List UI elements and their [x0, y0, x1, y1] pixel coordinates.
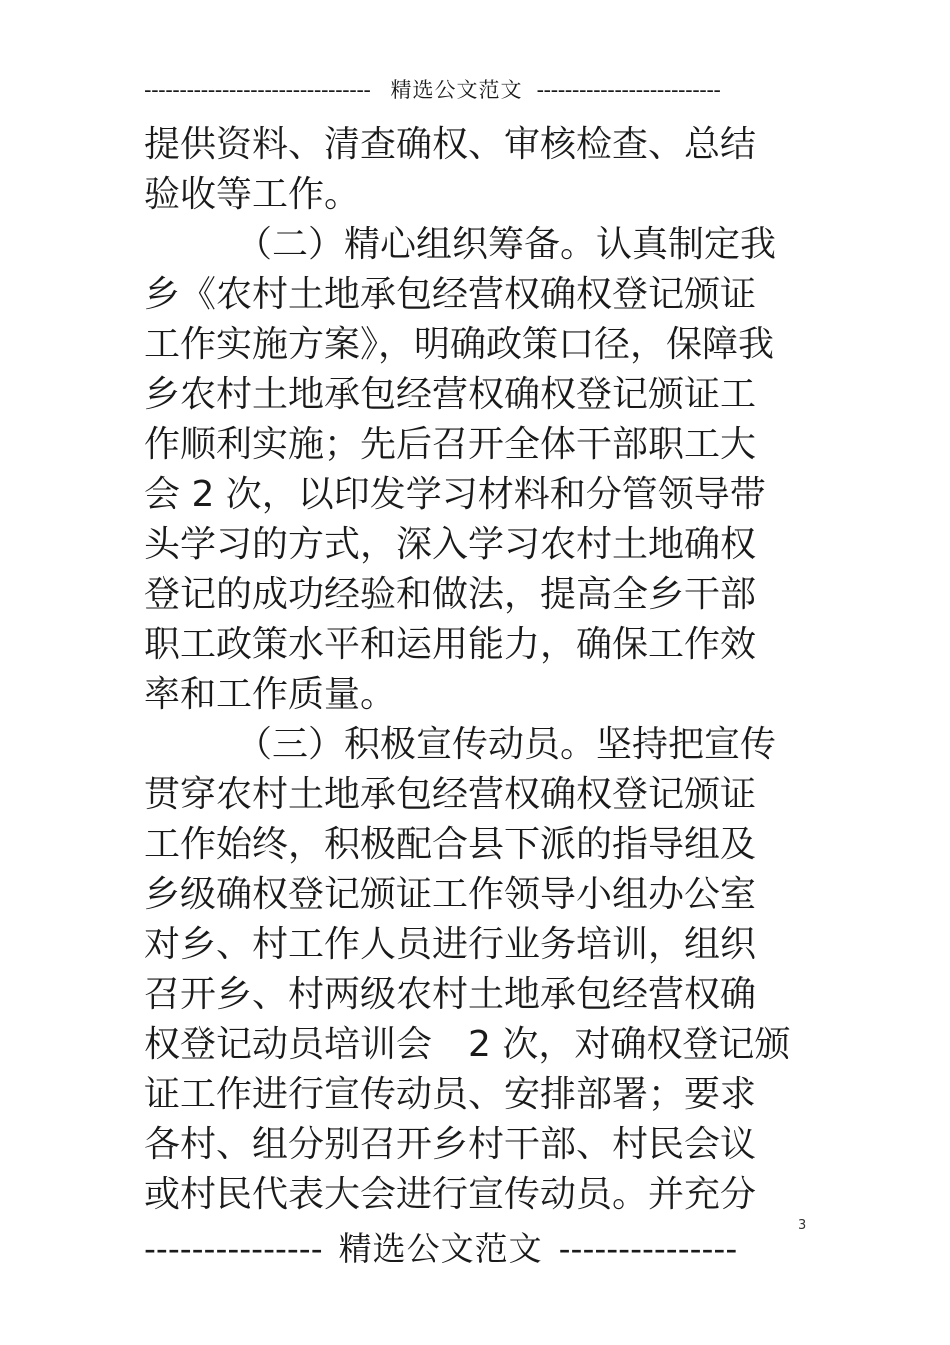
body-line: 权登记动员培训会 2 次，对确权登记颁 [144, 1024, 791, 1065]
body-line: 职工政策水平和运用能力，确保工作效 [144, 624, 757, 665]
page-header [144, 76, 784, 104]
body-line: 登记的成功经验和做法，提高全乡干部 [144, 574, 757, 615]
header-dashes-right: -------------------------- [536, 78, 721, 102]
body-line: 乡农村土地承包经营权确权登记颁证工 [144, 374, 757, 415]
page-number: 3 [798, 1218, 807, 1233]
body-line: 召开乡、村两级农村土地承包经营权确 [144, 974, 757, 1015]
body-line: 证工作进行宣传动员、安排部署；要求 [144, 1074, 757, 1115]
footer-dashes-left: --------------- [144, 1229, 323, 1268]
body-line: 工作实施方案》，明确政策口径，保障我 [144, 324, 775, 365]
page-footer [144, 1226, 784, 1272]
body-line: （三）积极宣传动员。坚持把宣传 [236, 724, 777, 765]
footer-dashes-right: --------------- [558, 1229, 738, 1268]
body-line: （二）精心组织筹备。认真制定我 [236, 224, 777, 265]
body-line: 乡《农村土地承包经营权确权登记颁证 [144, 274, 757, 315]
body-line: 验收等工作。 [144, 174, 361, 215]
body-line: 乡级确权登记颁证工作领导小组办公室 [144, 874, 757, 915]
body-line: 各村、组分别召开乡村干部、村民会议 [144, 1124, 757, 1165]
body-line: 率和工作质量。 [144, 674, 397, 715]
body-line: 工作始终，积极配合县下派的指导组及 [144, 824, 757, 865]
body-line: 贯穿农村土地承包经营权确权登记颁证 [144, 774, 757, 815]
body-line: 头学习的方式，深入学习农村土地确权 [144, 524, 757, 565]
header-title: 精选公文范文 [390, 78, 523, 102]
document-body [144, 120, 804, 1220]
body-line: 作顺利实施；先后召开全体干部职工大 [144, 424, 757, 465]
body-line: 或村民代表大会进行宣传动员。并充分 [144, 1174, 757, 1215]
body-line: 会 2 次，以印发学习材料和分管领导带 [144, 474, 766, 515]
header-dashes-left: -------------------------------- [144, 78, 371, 102]
footer-title: 精选公文范文 [338, 1229, 543, 1268]
body-line: 对乡、村工作人员进行业务培训，组织 [144, 924, 757, 965]
body-line: 提供资料、清查确权、审核检查、总结 [144, 124, 757, 165]
